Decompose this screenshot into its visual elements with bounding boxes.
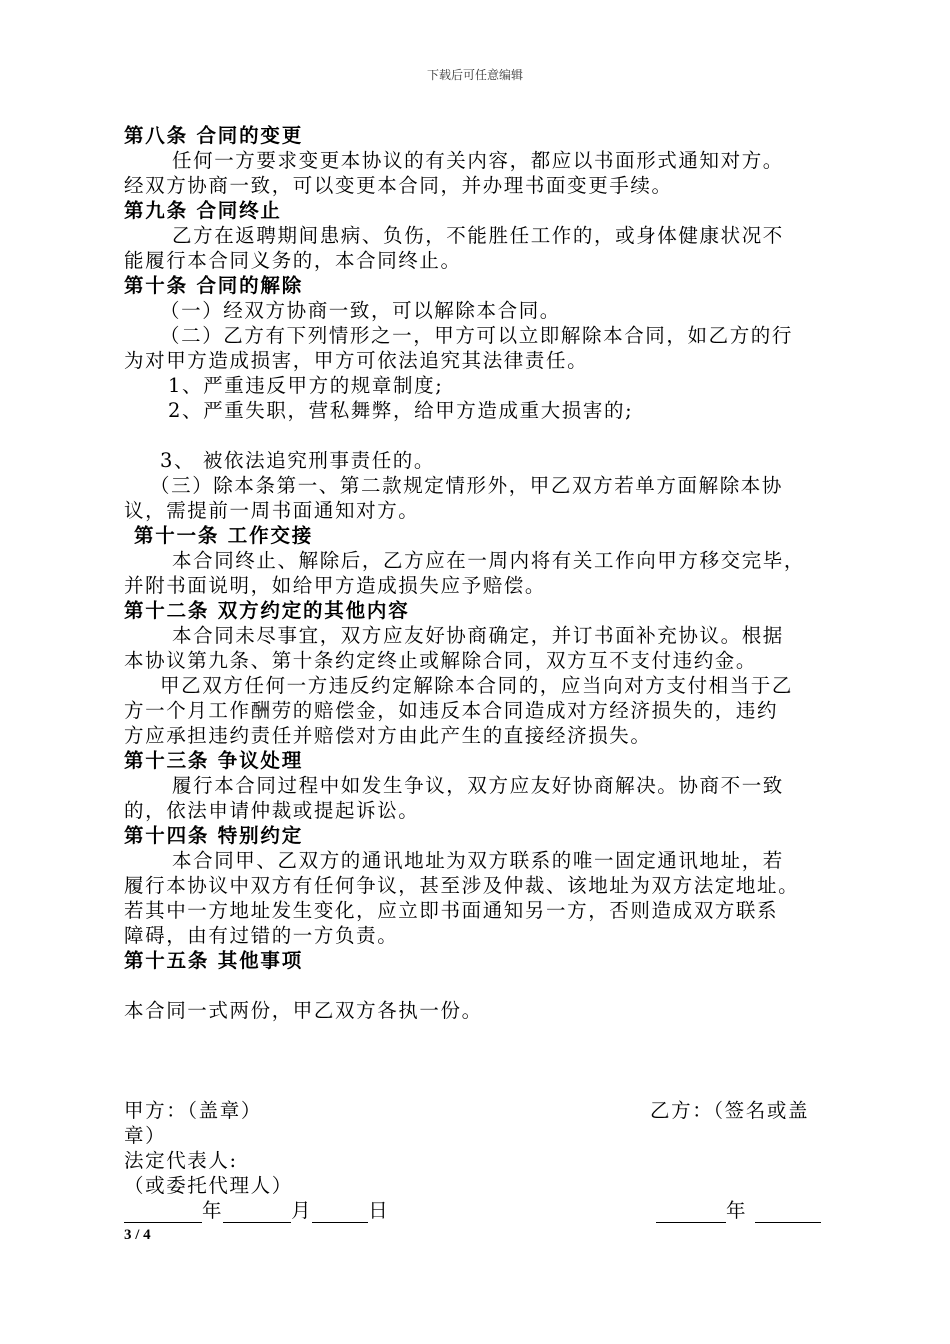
agent-label: （或委托代理人） bbox=[124, 1174, 293, 1197]
paragraph: 为对甲方造成损害，甲方可依法追究其法律责任。 bbox=[124, 349, 589, 372]
party-b-label: 乙方：（签名或盖 bbox=[650, 1099, 810, 1122]
paragraph: 本合同一式两份，甲乙双方各执一份。 bbox=[124, 999, 483, 1022]
month-blank bbox=[223, 1204, 291, 1223]
year-blank bbox=[656, 1204, 726, 1223]
section-15-title: 第十五条 其他事项 bbox=[124, 949, 303, 972]
section-10-title: 第十条 合同的解除 bbox=[124, 274, 303, 297]
section-11-title: 第十一条 工作交接 bbox=[134, 524, 313, 547]
year-label: 年 bbox=[726, 1199, 748, 1222]
page-header: 下载后可任意编辑 bbox=[426, 68, 523, 82]
paragraph: 并附书面说明，如给甲方造成损失应予赔偿。 bbox=[124, 574, 547, 597]
day-label: 日 bbox=[368, 1199, 390, 1222]
list-item: 3、 被依法追究刑事责任的。 bbox=[160, 449, 436, 472]
paragraph: 方一个月工作酬劳的赔偿金，如违反本合同造成对方经济损失的，违约 bbox=[124, 699, 779, 722]
paragraph: 经双方协商一致，可以变更本合同，并办理书面变更手续。 bbox=[124, 174, 673, 197]
paragraph: 履行本合同过程中如发生争议，双方应友好协商解决。协商不一致 bbox=[172, 774, 784, 797]
month-label: 月 bbox=[291, 1199, 313, 1222]
paragraph: 障碍，由有过错的一方负责。 bbox=[124, 924, 399, 947]
party-a-label: 甲方：（盖章） bbox=[124, 1099, 262, 1122]
year-blank bbox=[124, 1204, 202, 1223]
paragraph: （三）除本条第一、第二款规定情形外，甲乙双方若单方面解除本协 bbox=[150, 474, 784, 497]
paragraph: （二）乙方有下列情形之一，甲方可以立即解除本合同，如乙方的行 bbox=[160, 324, 794, 347]
section-8-title: 第八条 合同的变更 bbox=[124, 124, 303, 147]
paragraph: 方应承担违约责任并赔偿对方由此产生的直接经济损失。 bbox=[124, 724, 652, 747]
paragraph: 本合同未尽事宜，双方应友好协商确定，并订书面补充协议。根据 bbox=[172, 624, 784, 647]
day-blank bbox=[312, 1204, 368, 1223]
paragraph: 的，依法申请仲裁或提起诉讼。 bbox=[124, 799, 420, 822]
paragraph: 甲乙双方任何一方违反约定解除本合同的，应当向对方支付相当于乙 bbox=[160, 674, 794, 697]
date-line-a bbox=[124, 1199, 389, 1223]
paragraph: （一）经双方协商一致，可以解除本合同。 bbox=[160, 299, 561, 322]
paragraph: 若其中一方地址发生变化，应立即书面通知另一方，否则造成双方联系 bbox=[124, 899, 779, 922]
paragraph: 履行本协议中双方有任何争议，甚至涉及仲裁、该地址为双方法定地址。 bbox=[124, 874, 800, 897]
party-b-label-wrap: 章） bbox=[124, 1124, 167, 1147]
paragraph: 乙方在返聘期间患病、负伤，不能胜任工作的，或身体健康状况不 bbox=[172, 224, 784, 247]
page-number: 3 / 4 bbox=[124, 1227, 151, 1243]
section-9-title: 第九条 合同终止 bbox=[124, 199, 282, 222]
legal-representative-label: 法定代表人: bbox=[124, 1149, 238, 1172]
paragraph: 议，需提前一周书面通知对方。 bbox=[124, 499, 420, 522]
year-label: 年 bbox=[202, 1199, 224, 1222]
paragraph: 本协议第九条、第十条约定终止或解除合同，双方互不支付违约金。 bbox=[124, 649, 758, 672]
paragraph: 本合同终止、解除后，乙方应在一周内将有关工作向甲方移交完毕， bbox=[172, 549, 806, 572]
section-14-title: 第十四条 特别约定 bbox=[124, 824, 303, 847]
date-line-b bbox=[656, 1199, 821, 1223]
section-13-title: 第十三条 争议处理 bbox=[124, 749, 303, 772]
paragraph: 本合同甲、乙双方的通讯地址为双方联系的唯一固定通讯地址，若 bbox=[172, 849, 784, 872]
blank bbox=[755, 1204, 821, 1223]
list-item: 1、严重违反甲方的规章制度; bbox=[168, 374, 444, 397]
paragraph: 任何一方要求变更本协议的有关内容，都应以书面形式通知对方。 bbox=[172, 149, 784, 172]
list-item: 2、严重失职，营私舞弊，给甲方造成重大损害的; bbox=[168, 399, 634, 422]
paragraph: 能履行本合同义务的，本合同终止。 bbox=[124, 249, 462, 272]
section-12-title: 第十二条 双方约定的其他内容 bbox=[124, 599, 410, 622]
